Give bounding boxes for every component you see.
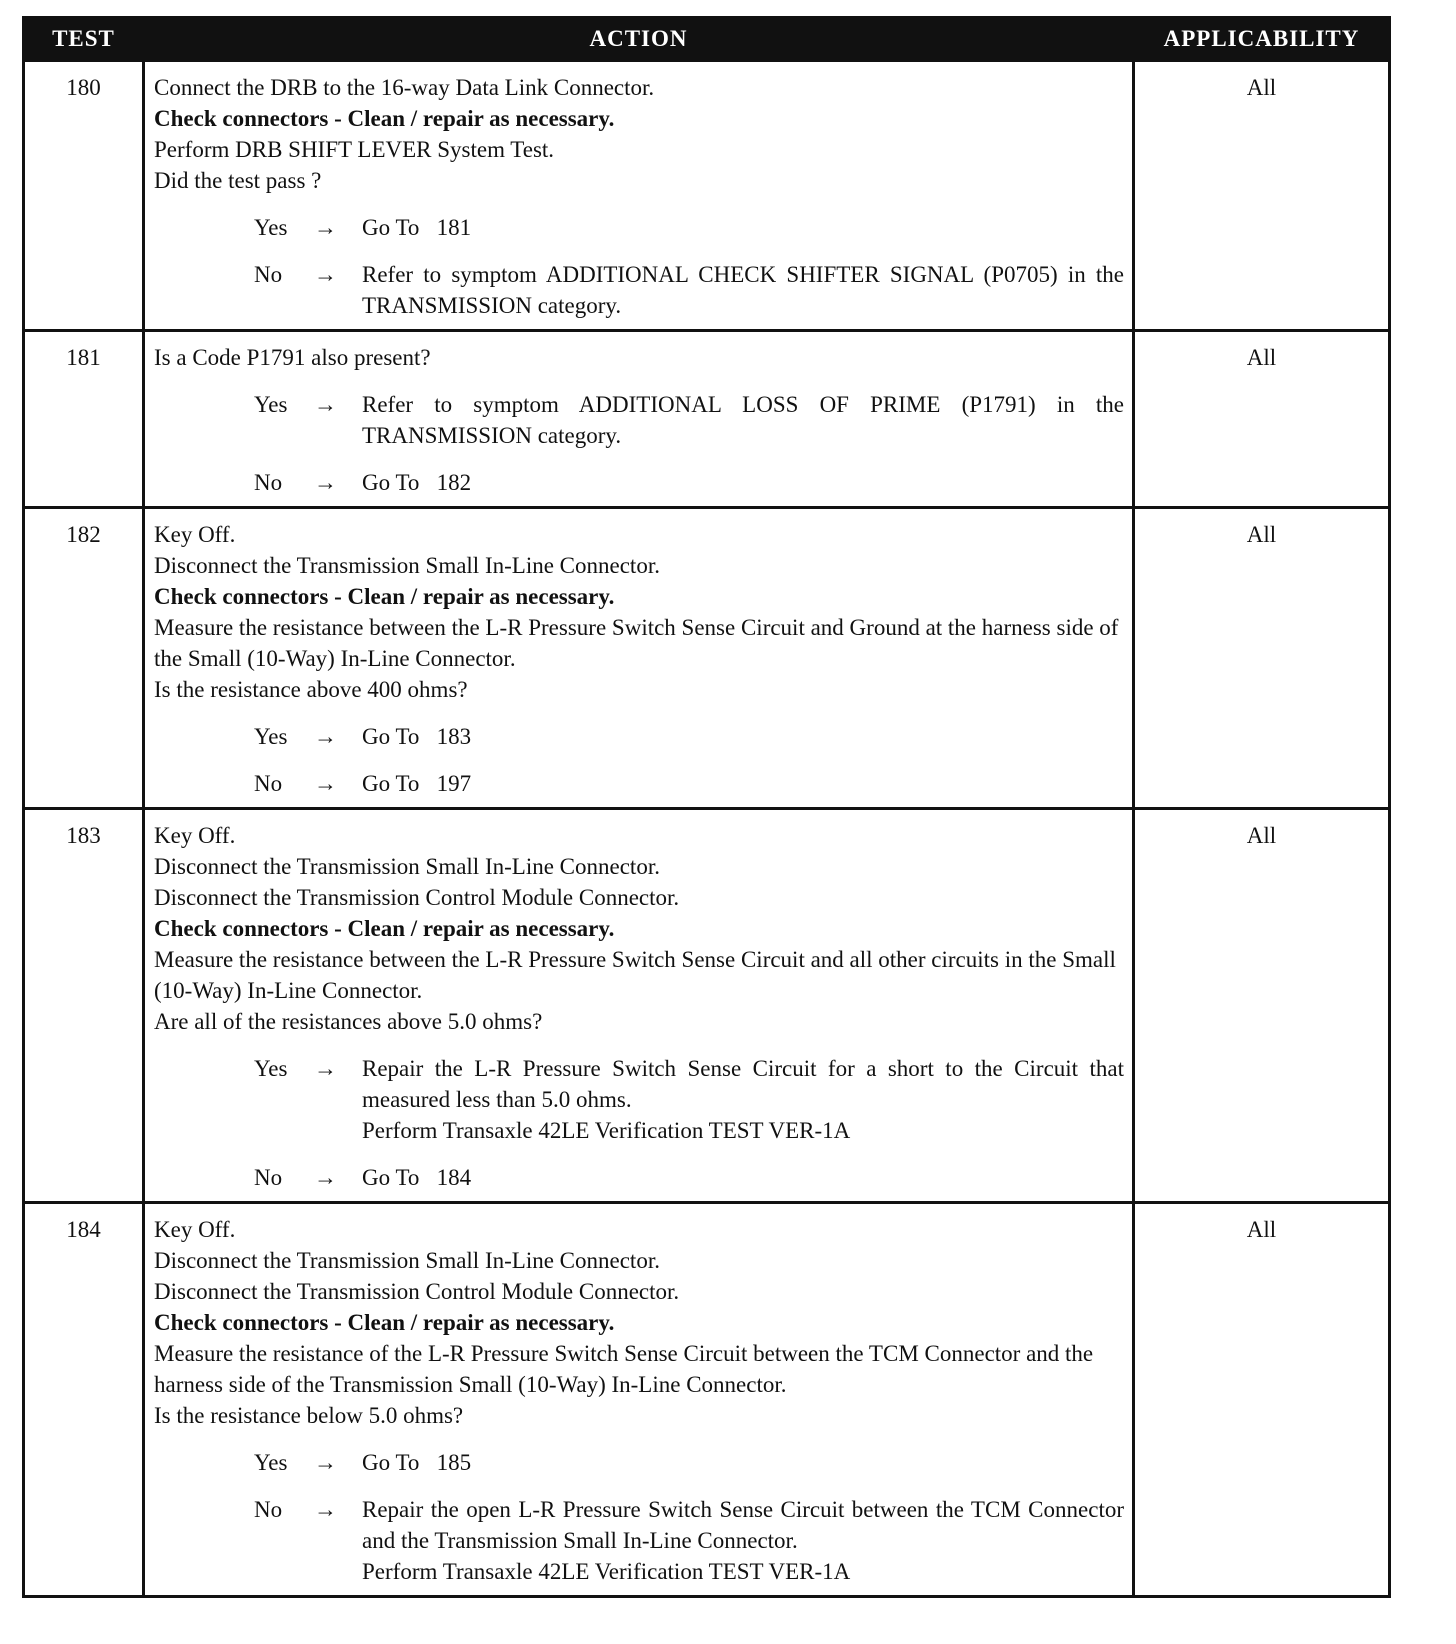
answer-instruction: Repair the open L-R Pressure Switch Sense Circuit between the TCM Connector and the Transmission Small In-Line Connector. [362,1497,1124,1553]
table-row [24,331,1390,508]
answer-text [362,721,1124,752]
test-number: 180 [24,61,144,331]
action-step: Connect the DRB to the 16-way Data Link Connector. [154,75,655,100]
answer-label: Yes [254,392,288,417]
arrow-right-icon: → [314,1497,337,1522]
table-row [24,809,1390,1203]
action-step-emphasis: Check connectors - Clean / repair as necessary. [154,106,615,131]
answer-label: No [254,1497,283,1522]
table-body [24,61,1390,1597]
answer-instruction: Refer to symptom ADDITIONAL LOSS OF PRIME (P1791) in the TRANSMISSION category. [362,392,1124,448]
answer-followup: Perform Transaxle 42LE Verification TEST VER-1A [362,1118,851,1143]
action-step: Disconnect the Transmission Small In-Line Connector. [154,553,660,578]
arrow-right-icon: → [314,262,337,287]
table-row [24,508,1390,809]
answer-yes [154,721,1124,752]
answer-label: Yes [254,1056,288,1081]
action-step-emphasis: Check connectors - Clean / repair as necessary. [154,1310,615,1335]
answer-text [362,1053,1124,1146]
action-step: Is the resistance below 5.0 ohms? [154,1403,464,1428]
header-action: ACTION [144,18,1134,61]
diagnostic-test-table [22,16,1391,1598]
answer-text [362,1162,1124,1193]
arrow-right-icon: → [314,215,337,240]
test-number: 182 [24,508,144,809]
table-header-row [24,18,1390,61]
answer-label: Yes [254,724,288,749]
action-step: Perform DRB SHIFT LEVER System Test. [154,137,555,162]
applicability-value: All [1134,61,1390,331]
action-cell [144,1203,1134,1597]
action-step: Disconnect the Transmission Control Module Connector. [154,885,680,910]
arrow-right-icon: → [314,392,337,417]
applicability-value: All [1134,809,1390,1203]
action-step: Disconnect the Transmission Small In-Line Connector. [154,854,660,879]
answer-instruction: Go To 183 [362,724,472,749]
answer-yes [154,212,1124,243]
answer-label: No [254,771,283,796]
action-step: Measure the resistance of the L-R Pressure Switch Sense Circuit between the TCM Connector and the harness side of the Transmission Small (10-Way) In-Line Connector. [154,1341,1094,1397]
answer-no [154,467,1124,498]
action-step: Measure the resistance between the L-R Pressure Switch Sense Circuit and all other circuits in the Small (10-Way) In-Line Connector. [154,947,1116,1003]
arrow-right-icon: → [314,771,337,796]
answer-instruction: Go To 185 [362,1450,472,1475]
answer-text [362,259,1124,321]
answer-label: Yes [254,215,288,240]
answer-label: No [254,1165,283,1190]
arrow-right-icon: → [314,1450,337,1475]
answer-instruction: Repair the L-R Pressure Switch Sense Circuit for a short to the Circuit that measured less than 5.0 ohms. [362,1056,1124,1112]
answer-instruction: Go To 182 [362,470,472,495]
header-applicability: APPLICABILITY [1134,18,1390,61]
action-step: Is the resistance above 400 ohms? [154,677,468,702]
action-step: Key Off. [154,522,236,547]
action-cell [144,331,1134,508]
answer-label: No [254,470,283,495]
answer-followup: Perform Transaxle 42LE Verification TEST VER-1A [362,1559,851,1584]
answer-yes [154,1053,1124,1146]
action-step: Is a Code P1791 also present? [154,345,431,370]
table-row [24,61,1390,331]
action-step: Disconnect the Transmission Small In-Line Connector. [154,1248,660,1273]
answer-instruction: Refer to symptom ADDITIONAL CHECK SHIFTER SIGNAL (P0705) in the TRANSMISSION category. [362,262,1124,318]
arrow-right-icon: → [314,470,337,495]
header-test: TEST [24,18,144,61]
answer-label: No [254,262,283,287]
table-row [24,1203,1390,1597]
answer-instruction: Go To 197 [362,771,472,796]
applicability-value: All [1134,508,1390,809]
action-step: Key Off. [154,823,236,848]
action-step: Measure the resistance between the L-R Pressure Switch Sense Circuit and Ground at the harness side of the Small (10-Way) In-Line Connector. [154,615,1119,671]
action-cell [144,809,1134,1203]
answer-no [154,1162,1124,1193]
answer-text [362,389,1124,451]
arrow-right-icon: → [314,724,337,749]
answer-text [362,212,1124,243]
answer-yes [154,389,1124,451]
answer-yes [154,1447,1124,1478]
test-number: 183 [24,809,144,1203]
test-number: 181 [24,331,144,508]
action-step: Are all of the resistances above 5.0 ohms? [154,1009,543,1034]
answer-no [154,259,1124,321]
answer-text [362,1447,1124,1478]
test-number: 184 [24,1203,144,1597]
answer-instruction: Go To 181 [362,215,472,240]
action-step: Disconnect the Transmission Control Module Connector. [154,1279,680,1304]
answer-no [154,1494,1124,1587]
arrow-right-icon: → [314,1165,337,1190]
applicability-value: All [1134,331,1390,508]
action-step: Key Off. [154,1217,236,1242]
arrow-right-icon: → [314,1056,337,1081]
action-cell [144,508,1134,809]
action-cell [144,61,1134,331]
action-step-emphasis: Check connectors - Clean / repair as necessary. [154,584,615,609]
answer-label: Yes [254,1450,288,1475]
answer-text [362,1494,1124,1587]
answer-instruction: Go To 184 [362,1165,472,1190]
applicability-value: All [1134,1203,1390,1597]
action-step: Did the test pass ? [154,168,322,193]
answer-text [362,467,1124,498]
answer-no [154,768,1124,799]
answer-text [362,768,1124,799]
action-step-emphasis: Check connectors - Clean / repair as necessary. [154,916,615,941]
